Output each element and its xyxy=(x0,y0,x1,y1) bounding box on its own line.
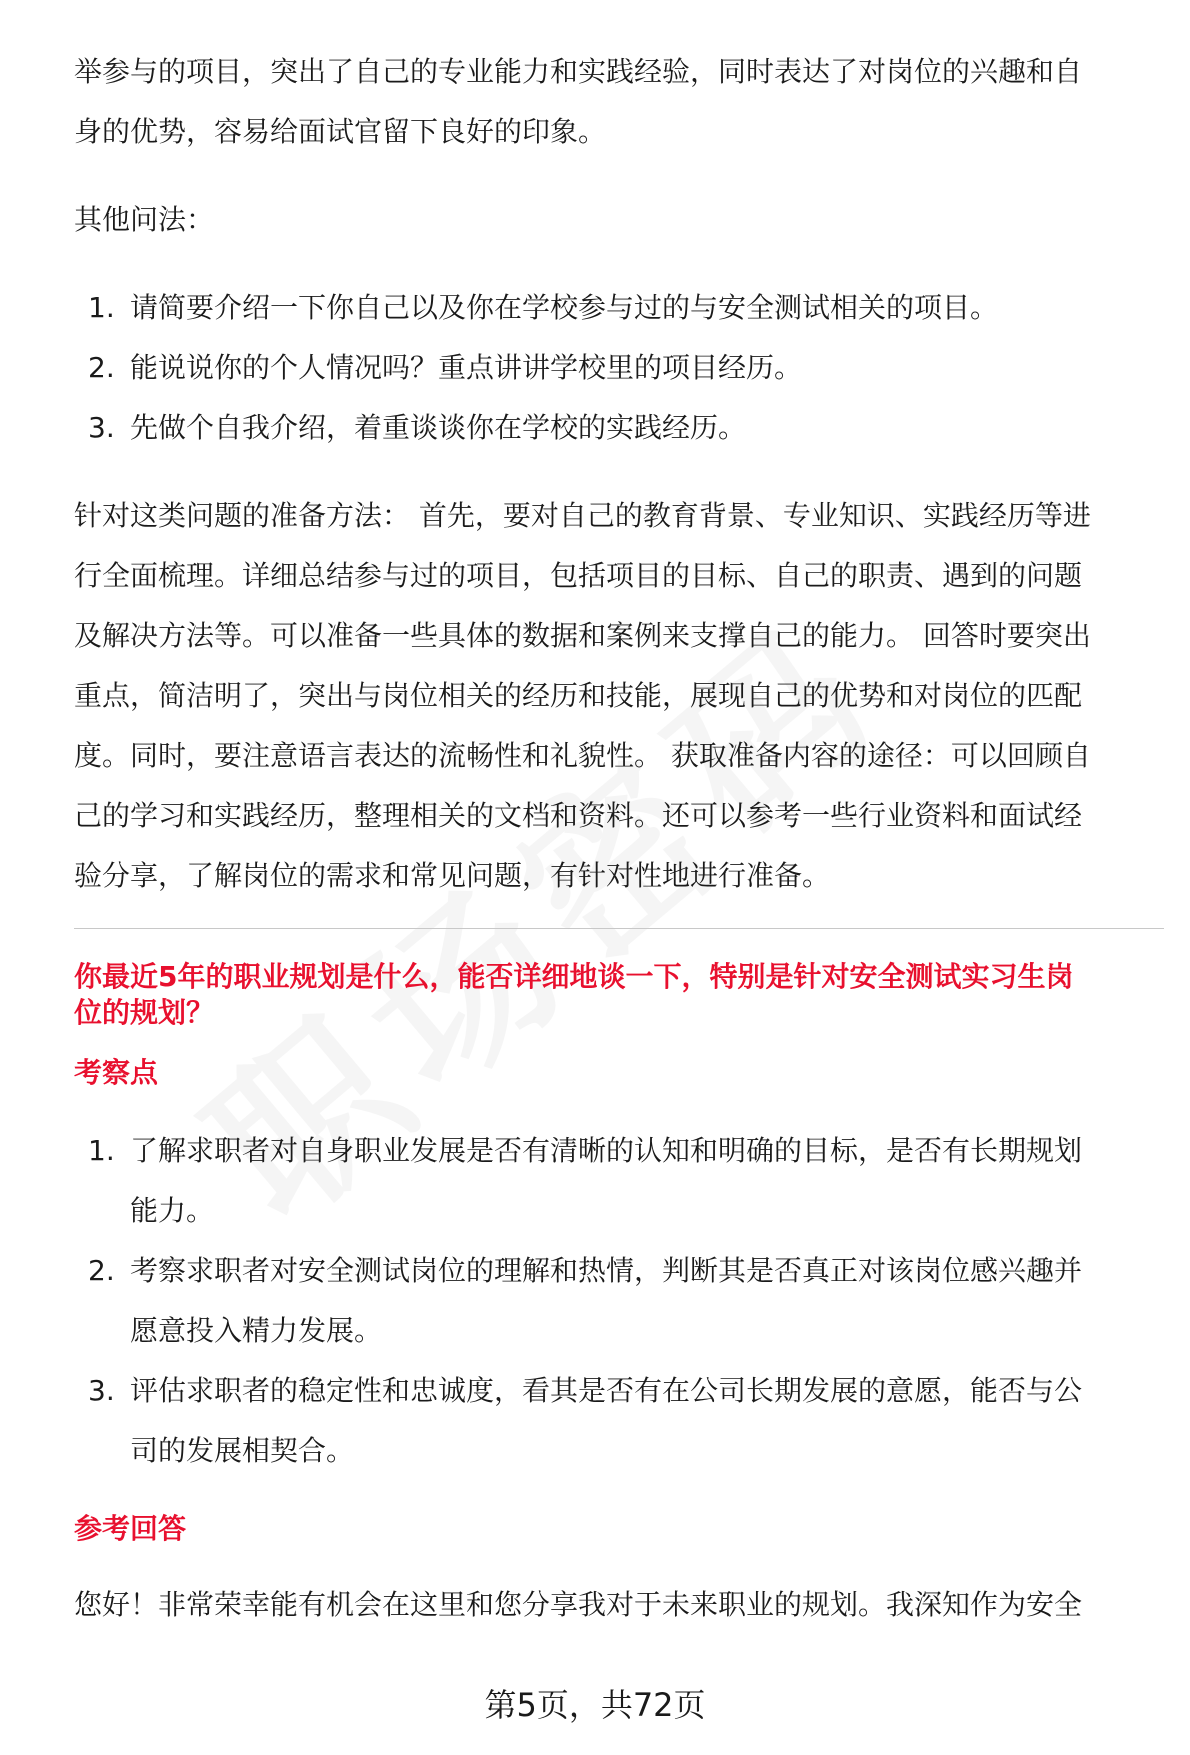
reference-answer: 您好！非常荣幸能有机会在这里和您分享我对于未来职业的规划。我深知作为安全 xyxy=(74,1588,1083,1621)
intro-paragraph xyxy=(74,42,1164,162)
text-line: 验分享，了解岗位的需求和常见问题，有针对性地进行准备。 xyxy=(74,859,831,892)
list-item-text: 请简要介绍一下你自己以及你在学校参与过的与安全测试相关的项目。 xyxy=(130,291,999,324)
text-line: 度。同时，要注意语言表达的流畅性和礼貌性。 获取准备内容的途径：可以回顾自 xyxy=(74,739,1091,772)
list-number: 3. xyxy=(88,411,115,444)
assessment-heading: 考察点 xyxy=(74,1056,159,1089)
list-item-text: 考察求职者对安全测试岗位的理解和热情，判断其是否真正对该岗位感兴趣并 xyxy=(130,1254,1083,1287)
section-divider xyxy=(74,928,1164,929)
reference-heading: 参考回答 xyxy=(74,1512,187,1545)
question-title xyxy=(74,959,1164,1031)
list-item-text: 了解求职者对自身职业发展是否有清晰的认知和明确的目标，是否有长期规划 xyxy=(130,1134,1083,1167)
text-line: 及解决方法等。可以准备一些具体的数据和案例来支撑自己的能力。 回答时要突出 xyxy=(74,619,1091,652)
list-item xyxy=(74,1241,1164,1361)
list-item xyxy=(74,278,1164,338)
list-item xyxy=(74,338,1164,398)
text-line: 你最近5年的职业规划是什么，能否详细地谈一下，特别是针对安全测试实习生岗 xyxy=(74,960,1074,993)
document-page xyxy=(74,42,1164,1635)
text-line: 行全面梳理。详细总结参与过的项目，包括项目的目标、自己的职责、遇到的问题 xyxy=(74,559,1083,592)
list-number: 1. xyxy=(88,1134,115,1167)
text-line: 身的优势，容易给面试官留下良好的印象。 xyxy=(74,115,607,148)
list-item-text: 先做个自我介绍，着重谈谈你在学校的实践经历。 xyxy=(130,411,747,444)
text-line: 己的学习和实践经历，整理相关的文档和资料。还可以参考一些行业资料和面试经 xyxy=(74,799,1083,832)
text-line: 针对这类问题的准备方法： 首先，要对自己的教育背景、专业知识、实践经历等进 xyxy=(74,499,1091,532)
list-number: 3. xyxy=(88,1374,115,1407)
other-questions-list xyxy=(74,278,1164,458)
list-item xyxy=(74,1361,1164,1481)
text-line: 位的规划？ xyxy=(74,996,215,1029)
list-number: 2. xyxy=(88,1254,115,1287)
list-item-text: 能力。 xyxy=(130,1194,215,1227)
preparation-paragraph xyxy=(74,486,1164,906)
list-item-text: 评估求职者的稳定性和忠诚度，看其是否有在公司长期发展的意愿，能否与公 xyxy=(130,1374,1083,1407)
list-item xyxy=(74,398,1164,458)
list-item xyxy=(74,1121,1164,1241)
list-item-text: 能说说你的个人情况吗？重点讲讲学校里的项目经历。 xyxy=(130,351,803,384)
list-item-text: 司的发展相契合。 xyxy=(130,1434,355,1467)
other-questions-label: 其他问法： xyxy=(74,203,215,236)
list-number: 2. xyxy=(88,351,115,384)
page-number: 第5页，共72页 xyxy=(484,1686,706,1724)
list-item-text: 愿意投入精力发展。 xyxy=(130,1314,383,1347)
text-line: 重点，简洁明了，突出与岗位相关的经历和技能，展现自己的优势和对岗位的匹配 xyxy=(74,679,1083,712)
assessment-list xyxy=(74,1121,1164,1481)
text-line: 举参与的项目，突出了自己的专业能力和实践经验，同时表达了对岗位的兴趣和自 xyxy=(74,55,1083,88)
list-number: 1. xyxy=(88,291,115,324)
